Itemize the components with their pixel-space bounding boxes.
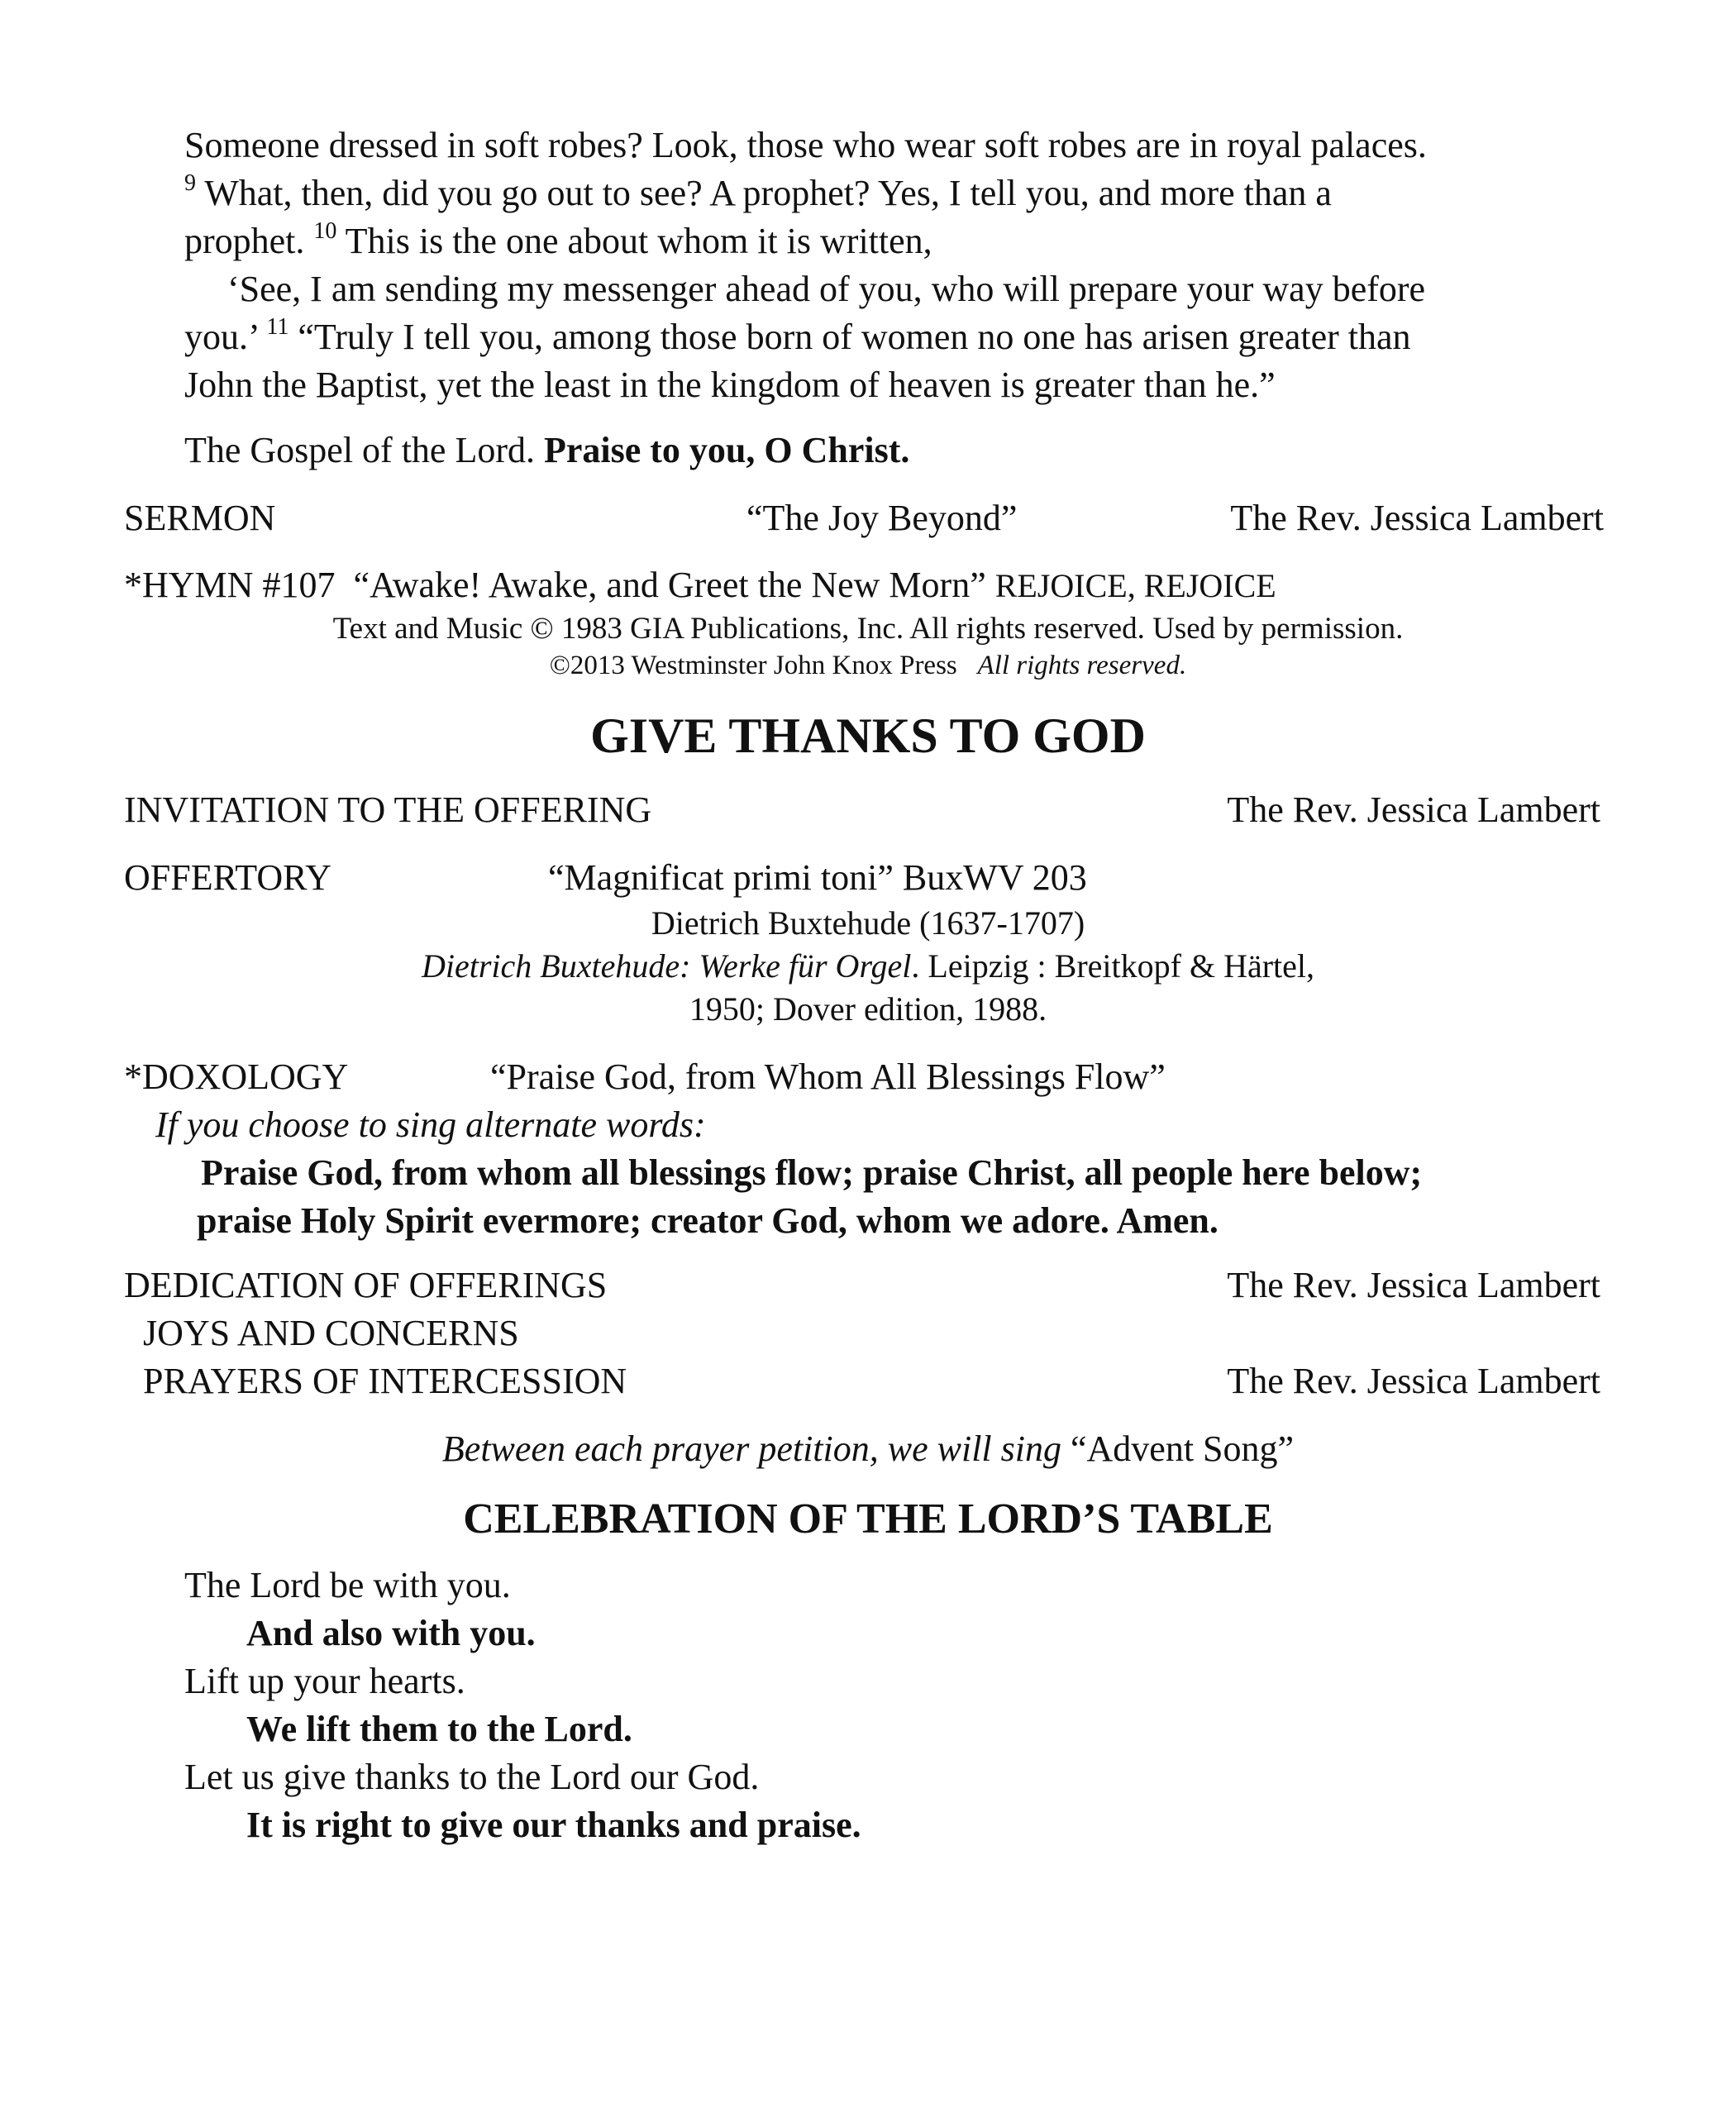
hymn-tune: REJOICE, REJOICE bbox=[994, 567, 1276, 604]
gospel-acclamation: The Gospel of the Lord. Praise to you, O Christ. bbox=[184, 430, 910, 470]
doxology-label: *DOXOLOGY bbox=[124, 1056, 349, 1097]
verse-number: 10 bbox=[313, 218, 337, 244]
verse-number: 11 bbox=[266, 314, 289, 340]
hymn-line bbox=[124, 567, 1276, 603]
doxology-alt-note: If you choose to sing alternate words: bbox=[155, 1104, 706, 1145]
dedication-leader: The Rev. Jessica Lambert bbox=[1227, 1265, 1600, 1305]
dialogue-leader-1: The Lord be with you. bbox=[184, 1565, 511, 1605]
scripture-line-2: $^9$ What, then, did you go out to see? A prophet? Yes, I tell you, and more than a bbox=[184, 170, 1332, 213]
doxology-words-2: praise Holy Spirit evermore; creator God, whom we adore. Amen. bbox=[197, 1200, 1219, 1241]
sermon-label: SERMON bbox=[124, 498, 276, 538]
sermon-leader: The Rev. Jessica Lambert bbox=[1230, 498, 1604, 538]
scripture-line-6: John the Baptist, yet the least in the kingdom of heaven is greater than he.” bbox=[184, 365, 1276, 405]
offertory-source: Dietrich Buxtehude: Werke für Orgel. Leipzig : Breitkopf & Härtel, bbox=[421, 947, 1315, 985]
sermon-title: “The Joy Beyond” bbox=[746, 498, 1018, 538]
dialogue-response-2: We lift them to the Lord. bbox=[246, 1709, 632, 1749]
verse-number: 9 bbox=[184, 170, 196, 196]
dialogue-leader-3: Let us give thanks to the Lord our God. bbox=[184, 1757, 760, 1797]
offertory-label: OFFERTORY bbox=[124, 857, 331, 898]
offertory-source-2: 1950; Dover edition, 1988. bbox=[689, 990, 1047, 1028]
scripture-line-4: ‘See, I am sending my messenger ahead of you, who will prepare your way before bbox=[227, 269, 1426, 309]
prayers-note: Between each prayer petition, we will sing “Advent Song” bbox=[441, 1428, 1295, 1469]
section-heading-lords-table: CELEBRATION OF THE LORD’S TABLE bbox=[463, 1495, 1273, 1543]
offertory-composer: Dietrich Buxtehude (1637-1707) bbox=[651, 904, 1085, 942]
scripture-line-1: Someone dressed in soft robes? Look, those who wear soft robes are in royal palaces. bbox=[184, 125, 1427, 165]
hymn-copyright-1: Text and Music © 1983 GIA Publications, Inc. All rights reserved. Used by permission. bbox=[332, 612, 1404, 646]
doxology-words-1: Praise God, from whom all blessings flow; praise Christ, all people here below; bbox=[201, 1152, 1423, 1193]
dedication-label: DEDICATION OF OFFERINGS bbox=[124, 1265, 608, 1305]
joys-label: JOYS AND CONCERNS bbox=[143, 1313, 519, 1353]
hymn-copyright-2: ©2013 Westminster John Knox Press All rights reserved. bbox=[549, 651, 1187, 680]
hymn-title: “Awake! Awake, and Greet the New Morn” bbox=[353, 565, 986, 605]
congregation-response: Praise to you, O Christ. bbox=[544, 430, 910, 470]
invitation-label: INVITATION TO THE OFFERING bbox=[124, 789, 652, 830]
scripture-line-3: prophet. $^{10}$ This is the one about whom it is written, bbox=[184, 218, 932, 261]
invitation-leader: The Rev. Jessica Lambert bbox=[1227, 789, 1600, 830]
hymn-label: *HYMN #107 bbox=[124, 565, 336, 605]
section-heading-give-thanks: GIVE THANKS TO GOD bbox=[590, 708, 1146, 763]
offertory-title: “Magnificat primi toni” BuxWV 203 bbox=[548, 857, 1087, 898]
prayers-label: PRAYERS OF INTERCESSION bbox=[143, 1361, 627, 1401]
dialogue-leader-2: Lift up your hearts. bbox=[184, 1661, 465, 1701]
prayers-leader: The Rev. Jessica Lambert bbox=[1227, 1361, 1600, 1401]
dialogue-response-3: It is right to give our thanks and praise. bbox=[246, 1805, 861, 1845]
dialogue-response-1: And also with you. bbox=[246, 1613, 536, 1653]
doxology-title: “Praise God, from Whom All Blessings Flow” bbox=[490, 1056, 1166, 1097]
scripture-line-5: you.’ $^{11}$ “Truly I tell you, among those born of women no one has arisen greater than bbox=[184, 314, 1411, 357]
